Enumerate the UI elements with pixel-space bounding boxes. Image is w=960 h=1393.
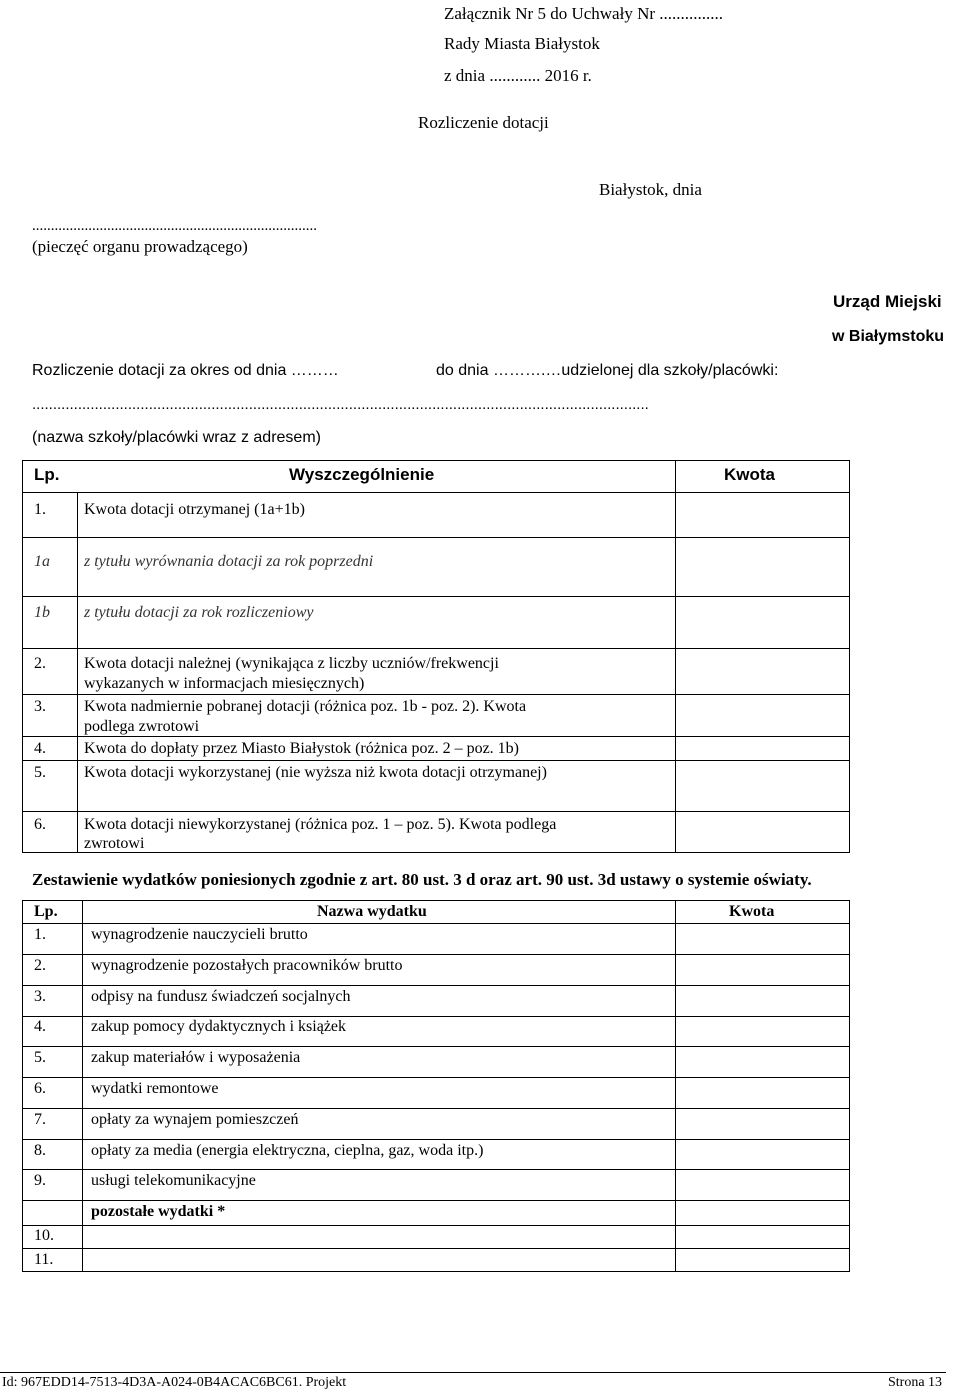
row-lp: 3. xyxy=(34,988,46,1005)
row-description: Kwota nadmiernie pobranej dotacji (różnica poz. 1b - poz. 2). Kwota xyxy=(84,698,527,715)
row-divider xyxy=(23,1248,849,1249)
row-divider xyxy=(23,1225,849,1226)
row-expense-name: wynagrodzenie pozostałych pracowników brutto xyxy=(91,957,403,974)
row-lp: 3. xyxy=(34,698,46,715)
date-line: z dnia ............ 2016 r. xyxy=(444,66,592,85)
row-divider xyxy=(23,596,849,597)
expenses-table xyxy=(22,900,850,1272)
settlement-table xyxy=(22,460,850,853)
council-line: Rady Miasta Białystok xyxy=(444,34,600,53)
row-divider xyxy=(23,537,849,538)
row-lp: 4. xyxy=(34,740,46,757)
section-title: Zestawienie wydatków poniesionych zgodnie z art. 80 ust. 3 d oraz art. 90 ust. 3d ustawy o systemie oświaty. xyxy=(32,870,812,889)
row-description-cont: podlega zwrotowi xyxy=(84,718,200,735)
row-expense-name: opłaty za wynajem pomieszczeń xyxy=(91,1111,299,1128)
place-date: Białystok, dnia xyxy=(599,180,702,199)
row-lp: 6. xyxy=(34,1080,46,1097)
footer-divider xyxy=(0,1372,946,1373)
row-lp: 2. xyxy=(34,655,46,672)
row-description: z tytułu dotacji za rok rozliczeniowy xyxy=(84,604,314,621)
row-divider xyxy=(23,811,849,812)
row-expense-name: pozostałe wydatki * xyxy=(91,1203,226,1220)
header-lp: Lp. xyxy=(34,465,60,484)
row-description-cont: wykazanych w informacjach miesięcznych) xyxy=(84,675,365,692)
footer-page-number: Strona 13 xyxy=(888,1375,943,1390)
row-divider xyxy=(23,954,849,955)
period-text-2: do dnia ……….…udzielonej dla szkoły/placówki: xyxy=(436,362,779,379)
row-lp: 5. xyxy=(34,1049,46,1066)
row-divider xyxy=(23,1169,849,1170)
header-description: Wyszczególnienie xyxy=(289,465,435,484)
row-expense-name: zakup pomocy dydaktycznych i książek xyxy=(91,1018,347,1035)
recipient-line2: w Białymstoku xyxy=(832,328,945,345)
row-expense-name: wydatki remontowe xyxy=(91,1080,219,1097)
row-divider xyxy=(23,492,849,493)
document-title: Rozliczenie dotacji xyxy=(418,113,549,132)
row-lp: 5. xyxy=(34,764,46,781)
row-divider xyxy=(23,923,849,924)
school-dots: .................................................................................................................................................... xyxy=(32,396,649,413)
row-expense-name: opłaty za media (energia elektryczna, cieplna, gaz, woda itp.) xyxy=(91,1142,484,1159)
recipient-line1: Urząd Miejski xyxy=(833,292,942,311)
period-text-1: Rozliczenie dotacji za okres od dnia ……… xyxy=(32,362,339,379)
row-lp: 1b xyxy=(34,604,50,621)
header-lp: Lp. xyxy=(34,903,58,920)
row-lp: 2. xyxy=(34,957,46,974)
stamp-dots: ............................................................................ xyxy=(32,218,317,234)
row-description: Kwota dotacji niewykorzystanej (różnica poz. 1 – poz. 5). Kwota podlega xyxy=(84,816,557,833)
row-lp: 6. xyxy=(34,816,46,833)
row-description: Kwota dotacji należnej (wynikająca z liczby uczniów/frekwencji xyxy=(84,655,499,672)
header-amount: Kwota xyxy=(724,465,775,484)
row-lp: 1. xyxy=(34,501,46,518)
col-divider xyxy=(675,461,676,852)
row-divider xyxy=(23,1200,849,1201)
row-divider xyxy=(23,1139,849,1140)
row-divider xyxy=(23,648,849,649)
row-lp: 7. xyxy=(34,1111,46,1128)
col-divider xyxy=(82,901,83,1271)
row-description: Kwota dotacji otrzymanej (1a+1b) xyxy=(84,501,305,518)
row-lp: 9. xyxy=(34,1172,46,1189)
school-label: (nazwa szkoły/placówki wraz z adresem) xyxy=(32,429,321,446)
row-lp: 4. xyxy=(34,1018,46,1035)
attachment-line: Załącznik Nr 5 do Uchwały Nr ............... xyxy=(444,4,724,23)
stamp-label: (pieczęć organu prowadzącego) xyxy=(32,237,248,256)
row-lp: 10. xyxy=(34,1227,54,1244)
row-lp: 1. xyxy=(34,926,46,943)
row-lp: 8. xyxy=(34,1142,46,1159)
row-description: Kwota dotacji wykorzystanej (nie wyższa niż kwota dotacji otrzymanej) xyxy=(84,764,547,781)
col-divider xyxy=(675,901,676,1271)
row-lp: 11. xyxy=(34,1251,54,1268)
row-divider xyxy=(23,760,849,761)
row-description: z tytułu wyrównania dotacji za rok poprzedni xyxy=(84,553,374,570)
row-divider xyxy=(23,985,849,986)
row-divider xyxy=(23,1108,849,1109)
row-expense-name: usługi telekomunikacyjne xyxy=(91,1172,256,1189)
header-amount: Kwota xyxy=(729,903,775,920)
row-divider xyxy=(23,694,849,695)
row-divider xyxy=(23,1046,849,1047)
row-divider xyxy=(23,1077,849,1078)
footer-id: Id: 967EDD14-7513-4D3A-A024-0B4ACAC6BC61. Projekt xyxy=(2,1375,347,1390)
row-description: Kwota do dopłaty przez Miasto Białystok (różnica poz. 2 – poz. 1b) xyxy=(84,740,519,757)
row-lp: 1a xyxy=(34,553,50,570)
header-expense-name: Nazwa wydatku xyxy=(317,903,427,920)
row-description-cont: zwrotowi xyxy=(84,835,145,852)
row-expense-name: zakup materiałów i wyposażenia xyxy=(91,1049,301,1066)
col-divider xyxy=(77,492,78,852)
row-expense-name: wynagrodzenie nauczycieli brutto xyxy=(91,926,308,943)
row-expense-name: odpisy na fundusz świadczeń socjalnych xyxy=(91,988,351,1005)
